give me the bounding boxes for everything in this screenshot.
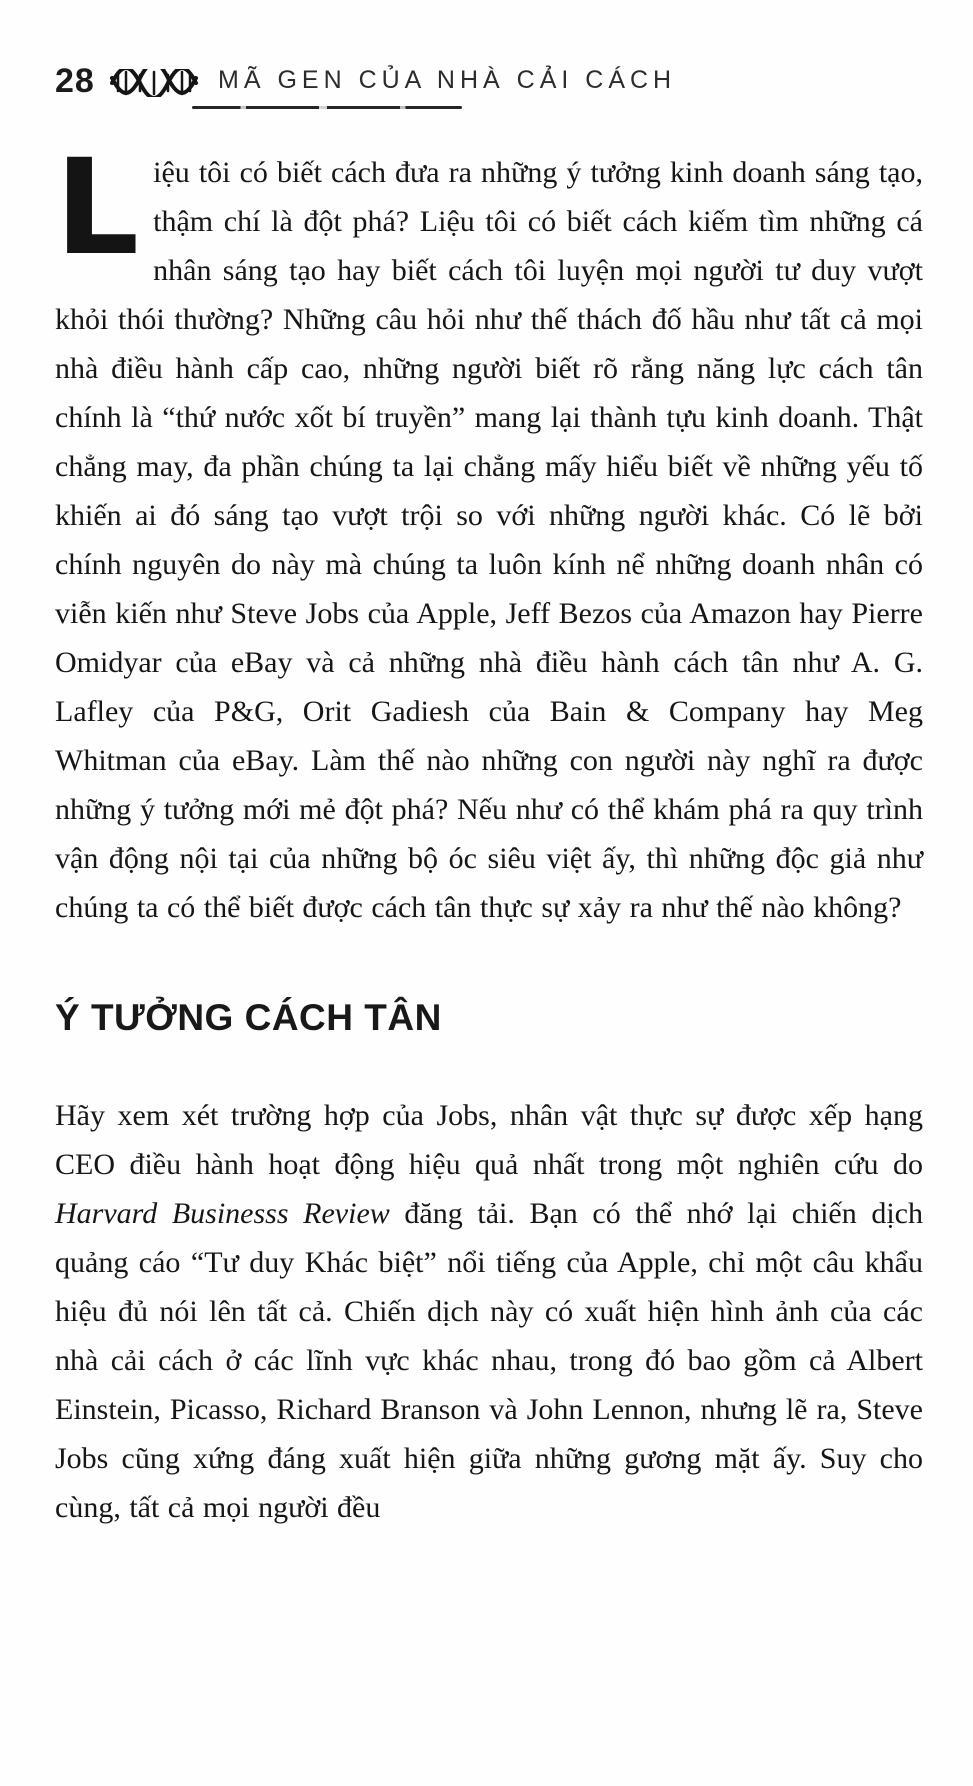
paragraph-2-text-start: Hãy xem xét trường hợp của Jobs, nhân vật thực sự được xếp hạng CEO điều hành hoạt động hiệu quả nhất trong một nghiên cứu do <box>55 1098 923 1181</box>
running-head-title: MÃ GEN CỦA NHÀ CẢI CÁCH <box>218 66 677 94</box>
paragraph-2-text-end: đăng tải. Bạn có thể nhớ lại chiến dịch quảng cáo “Tư duy Khác biệt” nổi tiếng của Apple, chỉ một câu khẩu hiệu đủ nói lên tất cả. Chiến dịch này có xuất hiện hình ảnh của các nhà cải cách ở các lĩnh vực khác nhau, trong đó bao gồm cả Albert Einstein, Picasso, Richard Branson và John Lennon, nhưng lẽ ra, Steve Jobs cũng xứng đáng xuất hiện giữa những gương mặt ấy. Suy cho cùng, tất cả mọi người đều <box>55 1196 924 1524</box>
paragraph-innovative-ideas <box>55 1091 923 1532</box>
journal-name-italic: Harvard Businesss Review <box>55 1196 390 1230</box>
page-number: 28 <box>55 62 95 100</box>
header-underline <box>192 106 462 109</box>
paragraph-intro <box>55 131 923 932</box>
paragraph-intro-text: iệu tôi có biết cách đưa ra những ý tưởng kinh doanh sáng tạo, thậm chí là đột phá? Liệu tôi có biết cách kiếm tìm những cá nhân sáng tạo hay biết cách tôi luyện mọi người tư duy vượt khỏi thói thường? Những câu hỏi như thế thách đố hầu như tất cả mọi nhà điều hành cấp cao, những người biết rõ rằng năng lực cách tân chính là “thứ nước xốt bí truyền” mang lại thành tựu kinh doanh. Thật chẳng may, đa phần chúng ta lại chẳng mấy hiểu biết về những yếu tố khiến ai đó sáng tạo vượt trội so với những người khác. Có lẽ bởi chính nguyên do này mà chúng ta luôn kính nể những doanh nhân có viễn kiến như Steve Jobs của Apple, Jeff Bezos của Amazon hay Pierre Omidyar của eBay và cả những nhà điều hành cách tân như A. G. Lafley của P&G, Orit Gadiesh của Bain & Company hay Meg Whitman của eBay. Làm thế nào những con người này nghĩ ra được những ý tưởng mới mẻ đột phá? Nếu như có thể khám phá ra quy trình vận động nội tại của những bộ óc siêu việt ấy, thì những độc giả như chúng ta có thể biết được cách tân thực sự xảy ra như thế nào không? <box>55 156 923 924</box>
drop-cap: L <box>55 131 140 285</box>
dna-helix-icon <box>110 69 202 97</box>
running-header <box>55 60 923 120</box>
section-heading: Ý TƯỞNG CÁCH TÂN <box>55 997 442 1038</box>
body-column <box>55 131 924 1532</box>
